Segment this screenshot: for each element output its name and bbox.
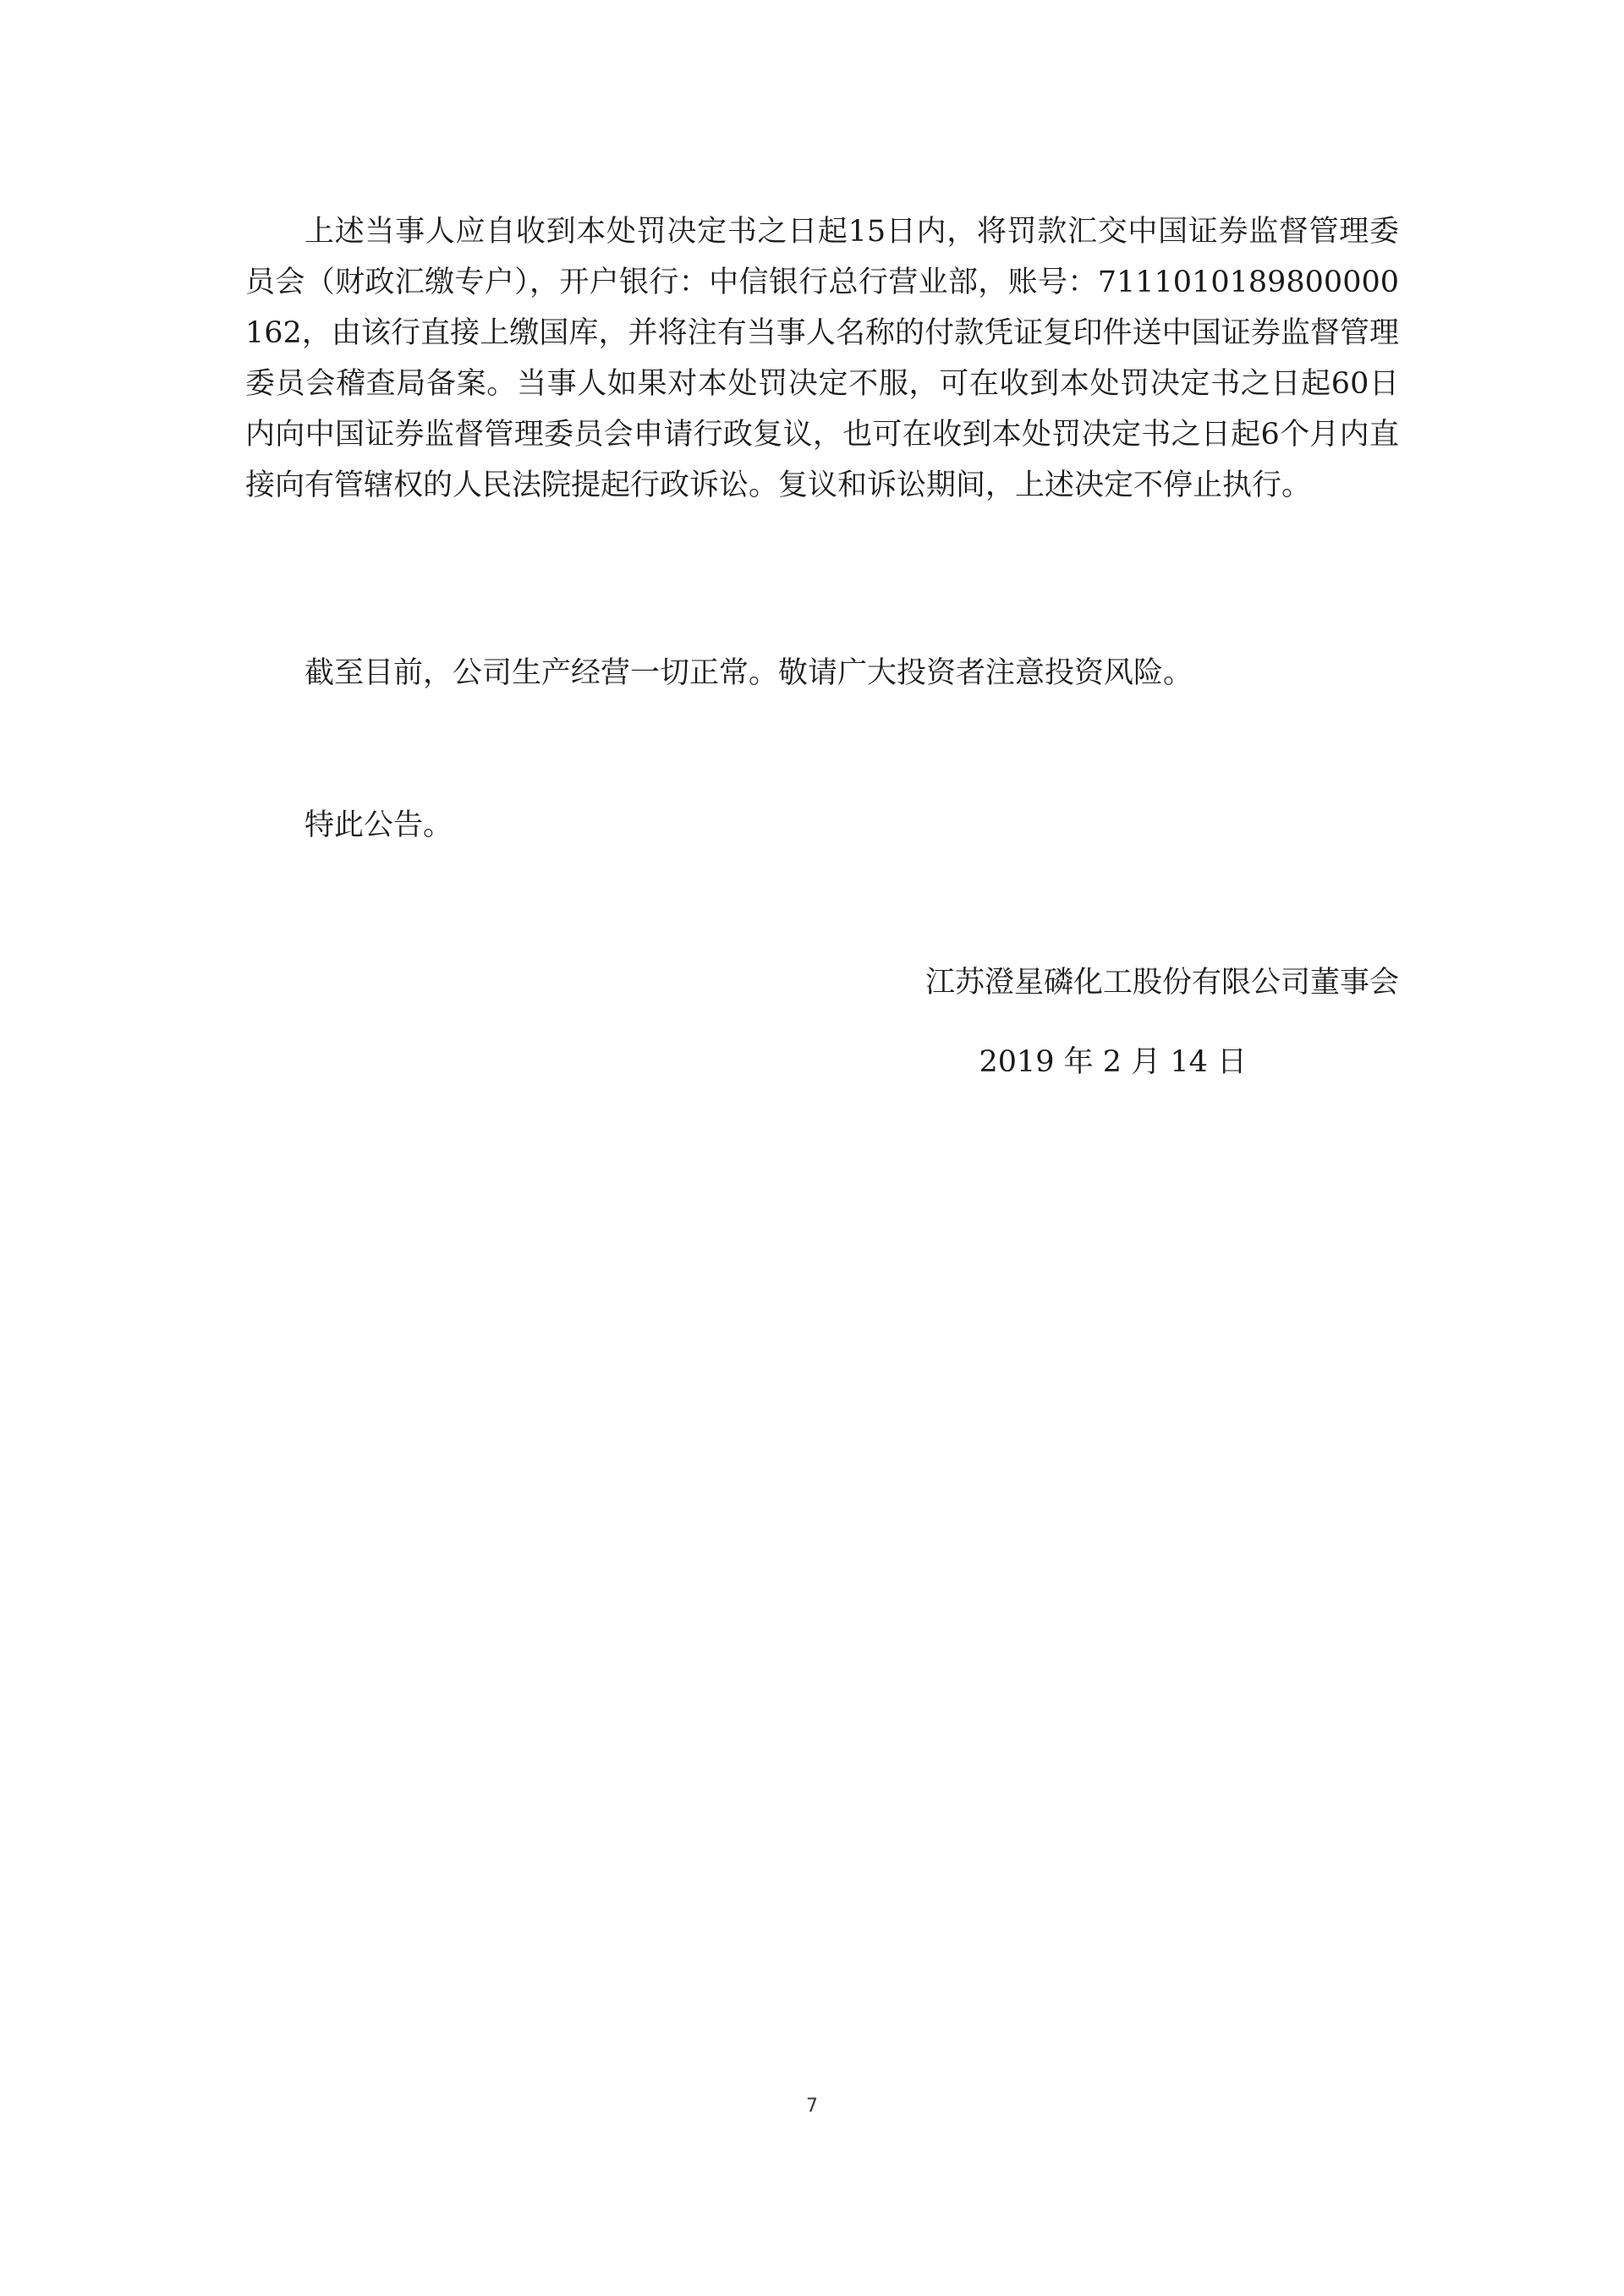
paragraph-text: 上述当事人应自收到本处罚决定书之日起15日内，将罚款汇交中国证券监督管理委员会（财政汇缴专户），开户银行：中信银行总行营业部，账号：7111010189800000162，由该行直接上缴国库，并将注有当事人名称的付款凭证复印件送中国证券监督管理委员会稽查局备案。当事人如果对本处罚决定不服，可在收到本处罚决定书之日起60日内向中国证券监督管理委员会申请行政复议，也可在收到本处罚决定书之日起6个月内直接向有管辖权的人民法院提起行政诉讼。复议和诉讼期间，上述决定不停止执行。 xyxy=(245,215,1399,502)
paragraph-text: 特此公告。 xyxy=(304,808,453,842)
paragraph-penalty-payment xyxy=(245,206,1399,511)
paragraph-text: 截至目前，公司生产经营一切正常。敬请广大投资者注意投资风险。 xyxy=(304,656,1193,690)
paragraph-operations-notice xyxy=(245,648,1399,699)
paragraph-announcement-closing xyxy=(245,800,1399,851)
page-number: 7 xyxy=(806,2096,818,2117)
signature-company: 江苏澄星磷化工股份有限公司董事会 xyxy=(924,966,1399,1000)
signature-date: 2019 年 2 月 14 日 xyxy=(979,1045,1247,1079)
